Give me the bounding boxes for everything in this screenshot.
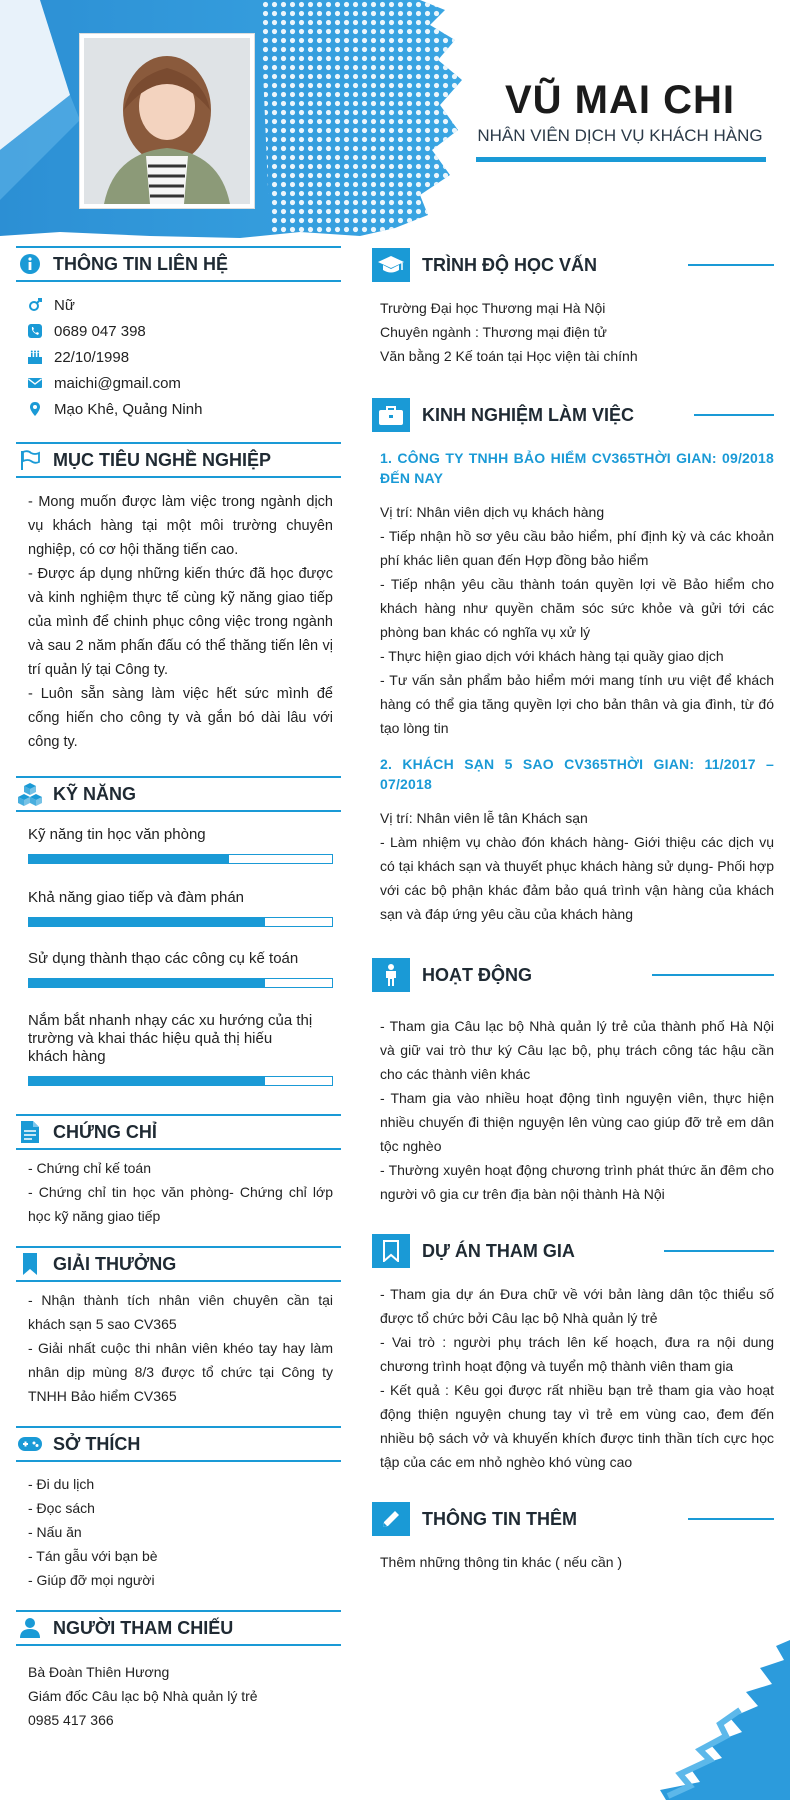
hobby-line: - Nấu ăn	[28, 1524, 82, 1540]
skill-bar-fill	[29, 855, 229, 863]
skill-bar-fill	[29, 979, 265, 987]
contact-birthday	[26, 344, 341, 370]
gender-text: Nữ	[54, 296, 75, 314]
document-icon	[17, 1119, 43, 1145]
pencil-icon	[372, 1502, 410, 1536]
email-text: maichi@gmail.com	[54, 374, 181, 392]
skill-item	[16, 950, 341, 988]
section-rule	[652, 974, 774, 976]
candidate-name: VŨ MAI CHI	[505, 78, 735, 122]
hobbies-section	[16, 1426, 341, 1592]
skill-bar	[28, 1076, 333, 1086]
section-title: SỞ THÍCH	[53, 1433, 141, 1454]
gender-icon	[26, 296, 44, 314]
section-header	[16, 1114, 341, 1150]
education-line: Chuyên ngành : Thương mại điện tử	[380, 324, 607, 340]
extra-line: Thêm những thông tin khác ( nếu cần )	[380, 1554, 623, 1570]
job-line: - Tiếp nhận hồ sơ yêu cầu bảo hiểm, phí định kỳ và các khoản phí khác liên quan đến Hợp đồng bảo hiểm	[380, 528, 774, 568]
corner-brush-decoration	[550, 1640, 790, 1800]
candidate-job-title: NHÂN VIÊN DỊCH VỤ KHÁCH HÀNG	[477, 126, 763, 145]
phone-icon	[26, 322, 44, 340]
section-header	[16, 1246, 341, 1282]
objective-line: - Mong muốn được làm việc trong ngành dịch vụ khách hàng tại một môi trường chuyên nghiệp, có cơ hội thăng tiến cao.	[28, 494, 333, 558]
reference-line: Bà Đoàn Thiên Hương	[28, 1664, 170, 1680]
job-line: Vị trí: Nhân viên lễ tân Khách sạn	[380, 810, 588, 826]
section-header	[372, 396, 774, 434]
section-rule	[688, 264, 774, 266]
contact-phone	[26, 318, 341, 344]
skill-label: Sử dụng thành thạo các công cụ kế toán	[28, 950, 299, 967]
bookmark-outline-icon	[372, 1234, 410, 1268]
section-title: THÔNG TIN LIÊN HỆ	[53, 253, 228, 274]
award-line: - Giải nhất cuộc thi nhân viên khéo tay hay làm nhân dịp mùng 8/3 được tổ chức tại Công ty TNHH Bảo hiểm CV365	[28, 1340, 333, 1404]
hobby-line: - Đi du lịch	[28, 1476, 95, 1492]
section-title: DỰ ÁN THAM GIA	[422, 1240, 575, 1261]
activity-line: - Thường xuyên hoạt động chương trình phát thức ăn đêm cho người vô gia cư trên địa bàn nội thành Hà Nội	[380, 1162, 774, 1202]
left-column	[16, 246, 341, 1732]
skill-item	[16, 889, 341, 927]
gamepad-icon	[17, 1431, 43, 1457]
section-title: KỸ NĂNG	[53, 783, 137, 804]
title-underline	[476, 157, 766, 162]
section-rule	[688, 1518, 774, 1520]
skill-bar-fill	[29, 1077, 265, 1085]
job-line: - Tư vấn sản phẩm bảo hiểm mới mang tính ưu việt để khách hàng có thể gia tăng quyền lợi cho bản thân và gia đình, từ đó tạo lòng tin	[380, 672, 774, 736]
reference-line: 0985 417 366	[28, 1712, 114, 1728]
education-section	[372, 246, 774, 368]
section-title: MỤC TIÊU NGHỀ NGHIỆP	[53, 449, 272, 470]
section-rule	[694, 414, 774, 416]
section-title: TRÌNH ĐỘ HỌC VẤN	[422, 254, 597, 275]
cubes-icon	[17, 781, 43, 807]
section-title: HOẠT ĐỘNG	[422, 964, 532, 985]
section-title: GIẢI THƯỞNG	[53, 1253, 177, 1274]
education-line: Văn bằng 2 Kế toán tại Học viện tài chính	[380, 348, 638, 364]
section-header	[16, 246, 341, 282]
section-rule	[664, 1250, 774, 1252]
hobby-line: - Giúp đỡ mọi người	[28, 1572, 155, 1588]
section-header	[372, 1232, 774, 1270]
project-line: - Tham gia dự án Đưa chữ về với bản làng dân tộc thiểu số được tổ chức bởi Câu lạc bộ Nhà quản lý trẻ	[380, 1286, 774, 1326]
skill-label: Kỹ năng tin học văn phòng	[28, 826, 206, 843]
job-line: Vị trí: Nhân viên dịch vụ khách hàng	[380, 504, 605, 520]
activity-line: - Tham gia vào nhiều hoạt động tình nguyện viên, thực hiện nhiều chuyến đi thiện nguyện lên vùng cao giúp đỡ trẻ em dân tộc nghèo	[380, 1090, 774, 1154]
section-header	[16, 776, 341, 812]
section-title: THÔNG TIN THÊM	[422, 1508, 577, 1529]
contact-section	[16, 246, 341, 422]
project-line: - Vai trò : người phụ trách lên kế hoạch, đưa ra nội dung chương trình hoạt động và tuyển mộ thành viên tham gia	[380, 1334, 774, 1374]
certificates-section	[16, 1114, 341, 1228]
person-icon	[372, 958, 410, 992]
skill-bar	[28, 854, 333, 864]
section-header	[16, 1610, 341, 1646]
awards-section	[16, 1246, 341, 1408]
section-title: NGƯỜI THAM CHIẾU	[53, 1617, 234, 1638]
profile-photo	[80, 34, 254, 208]
birthday-text: 22/10/1998	[54, 348, 130, 366]
skill-bar	[28, 978, 333, 988]
info-icon	[17, 251, 43, 277]
skills-section	[16, 776, 341, 1086]
skill-item	[16, 826, 341, 864]
hobby-line: - Đọc sách	[28, 1500, 95, 1516]
certificate-line: - Chứng chỉ kế toán	[28, 1160, 151, 1176]
job-line: - Làm nhiệm vụ chào đón khách hàng- Giới thiệu các dịch vụ có tại khách sạn và thuyết phục khách hàng sử dụng- Phối hợp với các bộ phận khác đảm bảo quá trình vận hàng của khách sạn và đáp ứng yêu cầu của khách hàng	[380, 834, 774, 922]
envelope-icon	[26, 374, 44, 392]
section-header	[372, 956, 774, 994]
bookmark-icon	[17, 1251, 43, 1277]
objective-section	[16, 442, 341, 754]
objective-line: - Luôn sẵn sàng làm việc hết sức mình để cống hiến cho công ty và gắn bó dài lâu với công ty.	[28, 686, 333, 750]
section-title: CHỨNG CHỈ	[53, 1121, 157, 1142]
experience-section	[372, 396, 774, 926]
graduation-cap-icon	[372, 248, 410, 282]
objective-line: - Được áp dụng những kiến thức đã học được và kinh nghiệm thực tế cùng kỹ năng giao tiếp của mình để chinh phục công việc trong ngành và sau 2 năm phấn đấu có thể thăng tiến lên vị trí quản lý tại Công ty.	[28, 566, 333, 678]
project-line: - Kết quả : Kêu gọi được rất nhiều bạn trẻ tham gia vào hoạt động thiện nguyện chung tay vì trẻ em vùng cao, đem đến nhiều bộ sách vở và khuyến khích được tinh thần tích cực học tập của các em nhỏ nghèo khó vùng cao	[380, 1382, 774, 1470]
skill-item	[16, 1012, 341, 1086]
activity-line: - Tham gia Câu lạc bộ Nhà quản lý trẻ của thành phố Hà Nội và giữ vai trò thư ký Câu lạc bộ, phụ trách công tác hậu cần cho các thành viên khác	[380, 1018, 774, 1082]
map-pin-icon	[26, 400, 44, 418]
certificate-line: - Chứng chỉ tin học văn phòng- Chứng chỉ lớp học kỹ năng giao tiếp	[28, 1184, 333, 1224]
education-line: Trường Đại học Thương mại Hà Nội	[380, 300, 606, 316]
extra-info-section	[372, 1500, 774, 1574]
right-column	[372, 246, 774, 1574]
job-line: - Thực hiện giao dịch với khách hàng tại quầy giao dịch	[380, 648, 724, 664]
reference-section	[16, 1610, 341, 1732]
skill-bar	[28, 917, 333, 927]
contact-gender	[26, 292, 341, 318]
briefcase-icon	[372, 398, 410, 432]
reference-line: Giám đốc Câu lạc bộ Nhà quản lý trẻ	[28, 1688, 258, 1704]
birthday-cake-icon	[26, 348, 44, 366]
phone-text: 0689 047 398	[54, 322, 146, 340]
award-line: - Nhận thành tích nhân viên chuyên cần tại khách sạn 5 sao CV365	[28, 1292, 333, 1332]
section-header	[372, 1500, 774, 1538]
contact-address	[26, 396, 341, 422]
projects-section	[372, 1232, 774, 1474]
company-heading: 1. CÔNG TY TNHH BẢO HIỂM CV365THỜI GIAN: 09/2018 ĐẾN NAY	[380, 450, 774, 486]
skill-bar-fill	[29, 918, 265, 926]
company-heading: 2. KHÁCH SẠN 5 SAO CV365THỜI GIAN: 11/2017 – 07/2018	[380, 756, 774, 792]
section-header	[372, 246, 774, 284]
skill-label: Nắm bắt nhanh nhạy các xu hướng của thị trường và khai thác hiệu quả thị hiếu khách hàng	[28, 1012, 313, 1065]
address-text: Mạo Khê, Quảng Ninh	[54, 400, 203, 418]
section-title: KINH NGHIỆM LÀM VIỆC	[422, 404, 635, 425]
contact-email	[26, 370, 341, 396]
activities-section	[372, 956, 774, 1206]
section-header	[16, 442, 341, 478]
section-header	[16, 1426, 341, 1462]
job-line: - Tiếp nhận yêu cầu thành toán quyền lợi về Bảo hiểm cho khách hàng như quyền chăm sóc sức khỏe và gửi tới các phòng ban khác có nghĩa vụ xử lý	[380, 576, 774, 640]
skill-label: Khả năng giao tiếp và đàm phán	[28, 889, 244, 906]
hobby-line: - Tán gẫu với bạn bè	[28, 1548, 158, 1564]
user-icon	[17, 1615, 43, 1641]
flag-icon	[17, 447, 43, 473]
